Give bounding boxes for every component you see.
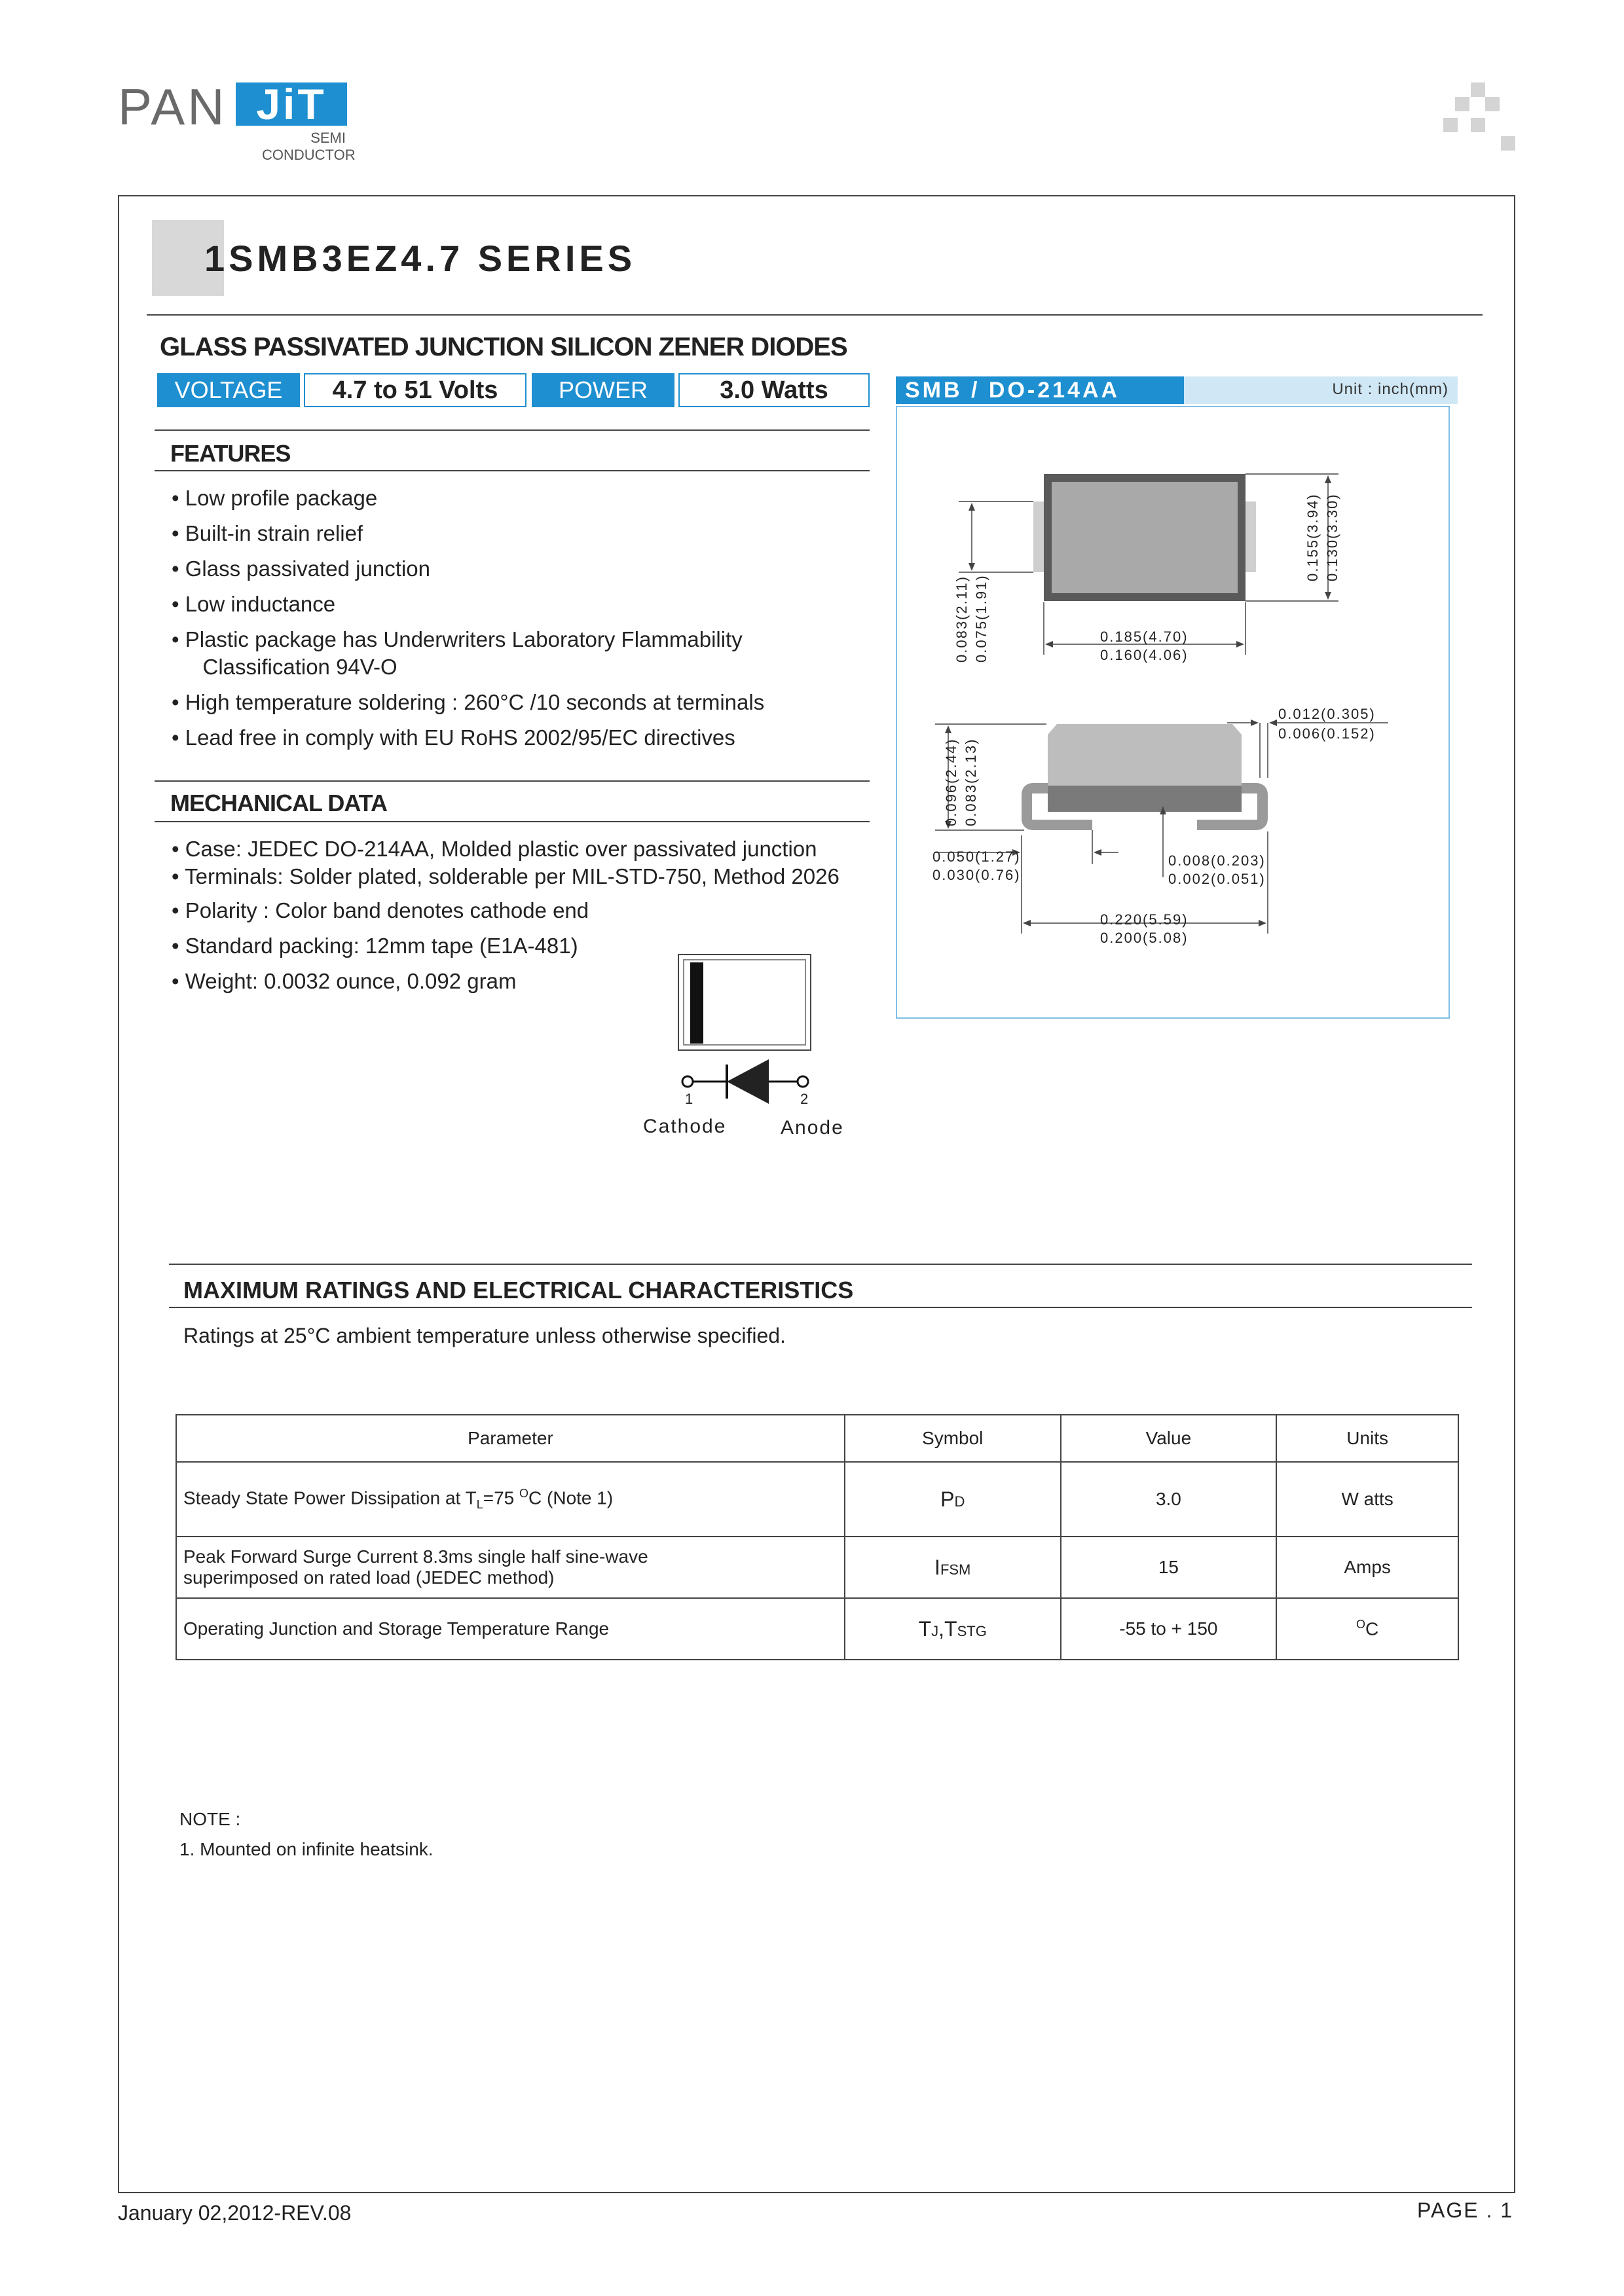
dim-height-min: 0.083(2.13)	[963, 738, 979, 826]
title-divider	[147, 314, 1483, 316]
dim-overall-length-min: 0.200(5.08)	[1100, 930, 1189, 946]
feature-item: • Low inductance	[172, 592, 336, 616]
terminal-1-icon	[682, 1076, 693, 1087]
cathode-label: Cathode	[643, 1116, 727, 1137]
features-list	[172, 481, 764, 756]
package-name-header: SMB / DO-214AA	[896, 376, 1184, 404]
decor-square	[1471, 118, 1485, 132]
dim-foot-length-min: 0.030(0.76)	[932, 867, 1021, 883]
voltage-label-badge: VOLTAGE	[157, 373, 300, 407]
feature-item: • Lead free in comply with EU RoHS 2002/95/EC directives	[172, 725, 735, 750]
param-cell: Peak Forward Surge Current 8.3ms single half sine-wave superimposed on rated load (JEDEC method)	[176, 1537, 845, 1598]
mechanical-item: • Weight: 0.0032 ounce, 0.092 gram	[172, 969, 517, 993]
dim-arrow	[1325, 475, 1331, 483]
units-cell: $^O$C	[1276, 1598, 1458, 1660]
symbol-cell: PD	[845, 1462, 1061, 1537]
feature-item: • Low profile package	[172, 486, 378, 510]
table-row	[176, 1537, 1458, 1598]
feature-item: Classification 94V-O	[185, 655, 397, 679]
tab-left	[1033, 501, 1045, 572]
mechanical-item: • Terminals: Solder plated, solderable per MIL-STD-750, Method 2026	[172, 864, 840, 888]
body-top-inner	[1052, 482, 1238, 593]
decor-square	[1471, 82, 1485, 97]
dim-arrow	[969, 503, 975, 511]
value-cell: 15	[1061, 1537, 1277, 1598]
features-top-rule	[155, 429, 870, 431]
tab-right	[1244, 501, 1256, 572]
features-bottom-rule	[155, 470, 870, 471]
body-side-lower	[1048, 786, 1242, 812]
dim-body-width-max: 0.155(3.94)	[1304, 493, 1321, 581]
dim-tab-width-min: 0.075(1.91)	[973, 574, 989, 663]
table-row	[176, 1462, 1458, 1537]
body-side	[1048, 724, 1242, 786]
dim-arrow	[1094, 849, 1101, 856]
param-cell: Operating Junction and Storage Temperature Range	[176, 1598, 845, 1660]
dim-arrow	[1236, 641, 1244, 647]
voltage-value-badge: 4.7 to 51 Volts	[304, 373, 526, 407]
logo-sub-line-1: SEMI	[310, 130, 346, 146]
note-item: 1. Mounted on infinite heatsink.	[179, 1839, 434, 1859]
dim-foot-length-max: 0.050(1.27)	[932, 848, 1021, 865]
dim-arrow	[1269, 720, 1277, 726]
dim-arrow	[1259, 920, 1266, 926]
units-cell: W atts	[1276, 1462, 1458, 1537]
dim-lead-thickness-max: 0.012(0.305)	[1278, 706, 1376, 722]
anode-label: Anode	[781, 1117, 844, 1139]
param-cell: Steady State Power Dissipation at $T_L=75$ $^O$C (Note 1)	[176, 1462, 845, 1537]
logo-jit: JiT	[236, 82, 347, 126]
mechanical-item: • Case: JEDEC DO-214AA, Molded plastic over passivated junction	[172, 837, 817, 861]
dim-standoff-max: 0.008(0.203)	[1168, 852, 1266, 869]
col-header-parameter: Parameter	[176, 1415, 845, 1462]
features-heading: FEATURES	[170, 440, 291, 467]
decor-square	[1485, 97, 1500, 111]
symbol-cell: IFSM	[845, 1537, 1061, 1598]
note-heading: NOTE :	[179, 1809, 241, 1829]
dim-arrow	[945, 725, 951, 733]
units-cell: Amps	[1276, 1537, 1458, 1598]
ratings-bottom-rule	[169, 1307, 1472, 1308]
ratings-table	[175, 1414, 1459, 1660]
table-header-row	[176, 1415, 1458, 1462]
dim-arrow	[1023, 920, 1031, 926]
mechanical-item: • Polarity : Color band denotes cathode end	[172, 898, 589, 922]
logo-pan: PAN	[118, 78, 227, 136]
page-title: 1SMB3EZ4.7 SERIES	[204, 238, 637, 279]
footer-date: January 02,2012-REV.08	[118, 2201, 352, 2225]
decor-square	[1455, 97, 1469, 111]
symbol-cell: TJ,TSTG	[845, 1598, 1061, 1660]
mechanical-top-rule	[155, 780, 870, 782]
value-cell: -55 to + 150	[1061, 1598, 1277, 1660]
feature-item: • Plastic package has Underwriters Laboratory Flammability	[172, 627, 743, 651]
mechanical-bottom-rule	[155, 821, 870, 822]
ratings-subheading: Ratings at 25°C ambient temperature unless otherwise specified.	[183, 1324, 786, 1347]
footer-page: PAGE . 1	[1417, 2198, 1514, 2222]
dim-arrow	[1251, 720, 1259, 726]
dim-arrow	[1325, 592, 1331, 600]
cathode-band	[690, 962, 703, 1044]
ratings-top-rule	[169, 1264, 1472, 1265]
dim-standoff-min: 0.002(0.051)	[1168, 871, 1266, 887]
dim-body-length-max: 0.185(4.70)	[1100, 629, 1189, 645]
col-header-symbol: Symbol	[845, 1415, 1061, 1462]
dim-tab-width-max: 0.083(2.11)	[953, 575, 970, 663]
pin-2-label: 2	[800, 1091, 809, 1107]
decor-square	[1501, 136, 1515, 151]
dim-arrow	[1045, 641, 1053, 647]
note-block	[179, 1804, 434, 1865]
dim-overall-length-max: 0.220(5.59)	[1100, 911, 1189, 928]
terminal-2-icon	[798, 1076, 808, 1087]
decor-square	[1443, 118, 1458, 132]
dim-arrow	[969, 563, 975, 571]
col-header-value: Value	[1061, 1415, 1277, 1462]
col-header-units: Units	[1276, 1415, 1458, 1462]
dim-body-length-min: 0.160(4.06)	[1100, 647, 1189, 663]
dim-body-width-min: 0.130(3.30)	[1324, 493, 1340, 581]
table-row	[176, 1598, 1458, 1660]
dim-lead-thickness-min: 0.006(0.152)	[1278, 725, 1376, 742]
power-label-badge: POWER	[532, 373, 674, 407]
value-cell: 3.0	[1061, 1462, 1277, 1537]
product-subtitle: GLASS PASSIVATED JUNCTION SILICON ZENER DIODES	[160, 333, 847, 361]
feature-item: • Built-in strain relief	[172, 521, 363, 545]
mechanical-item: • Standard packing: 12mm tape (E1A-481)	[172, 934, 578, 958]
diode-triangle-icon	[727, 1059, 769, 1104]
feature-item: • High temperature soldering : 260°C /10 seconds at terminals	[172, 690, 765, 714]
package-unit: Unit : inch(mm)	[1332, 380, 1449, 398]
pin-1-label: 1	[685, 1091, 693, 1107]
power-value-badge: 3.0 Watts	[678, 373, 870, 407]
ratings-heading: MAXIMUM RATINGS AND ELECTRICAL CHARACTERISTICS	[183, 1277, 854, 1303]
logo-subtitle	[262, 130, 356, 164]
logo-sub-line-2: CONDUCTOR	[262, 147, 356, 163]
dim-height-max: 0.096(2.44)	[943, 738, 959, 826]
feature-item: • Glass passivated junction	[172, 556, 430, 581]
mechanical-heading: MECHANICAL DATA	[170, 790, 387, 816]
